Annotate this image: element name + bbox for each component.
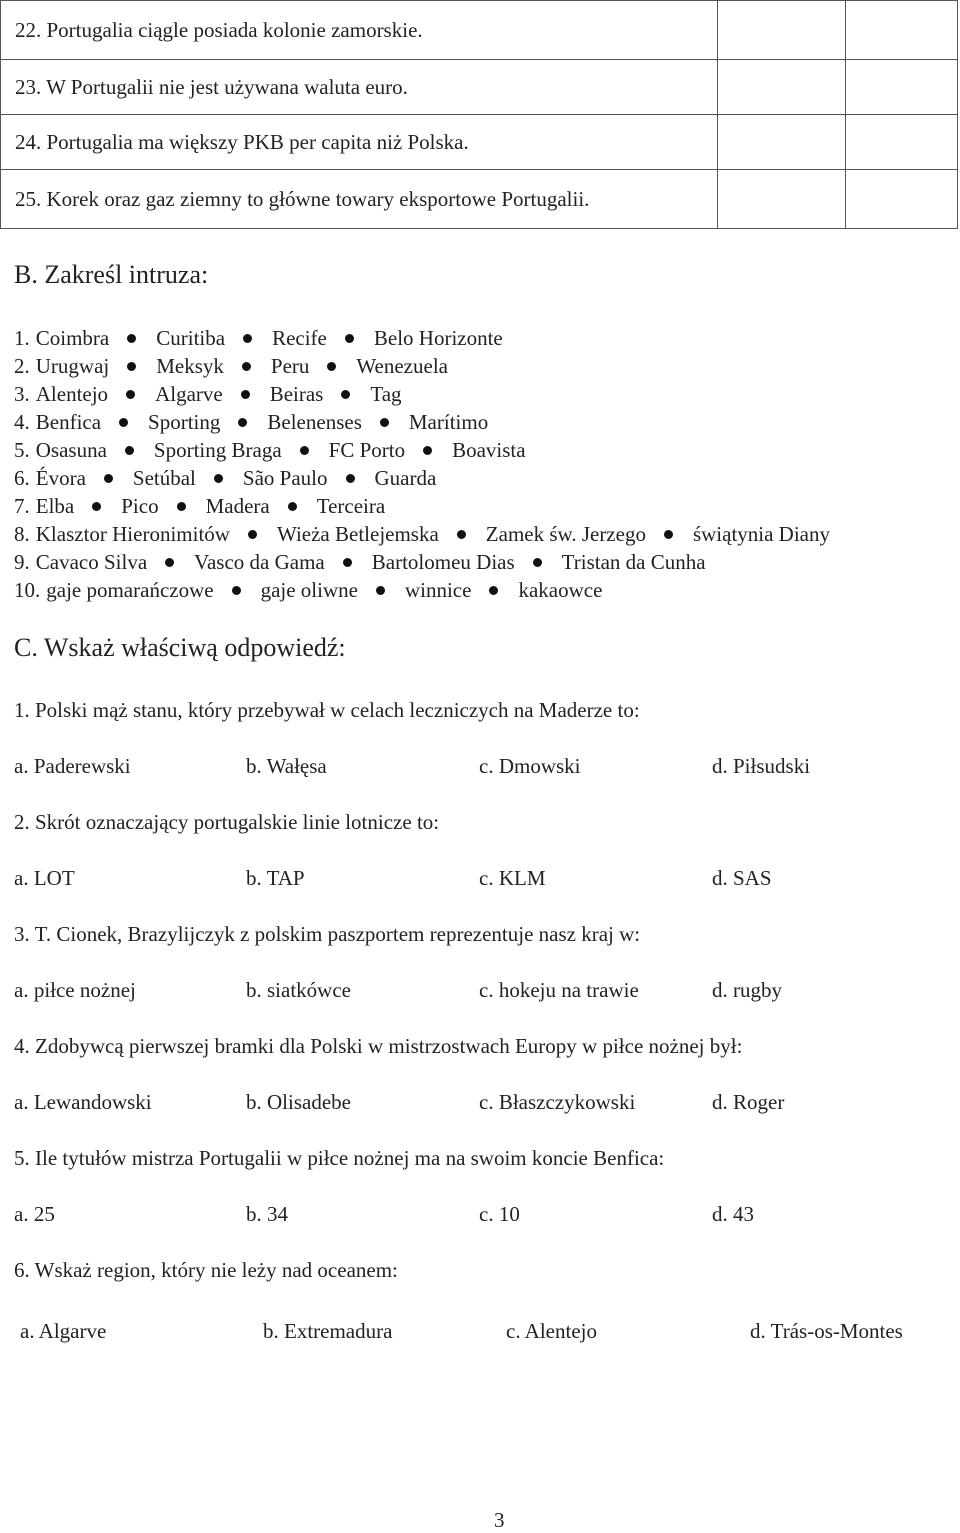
intruz-option[interactable]: Terceira — [316, 493, 386, 518]
intruz-row — [14, 352, 448, 380]
bullet-icon — [380, 418, 389, 427]
table-row — [1, 1, 958, 60]
intruz-option[interactable]: Coimbra — [35, 325, 110, 350]
answer-option[interactable]: b. siatkówce — [246, 978, 351, 1002]
bullet-icon — [232, 586, 241, 595]
bullet-icon — [489, 586, 498, 595]
bullet-icon — [92, 502, 101, 511]
true-false-table — [0, 0, 958, 229]
answer-option[interactable]: b. 34 — [246, 1202, 288, 1226]
intruz-option[interactable]: Zamek św. Jerzego — [485, 521, 646, 546]
answer-option[interactable]: a. Algarve — [20, 1319, 107, 1343]
statement-cell: 22. Portugalia ciągle posiada kolonie zamorskie. — [1, 1, 718, 60]
question-text: 1. Polski mąż stanu, który przebywał w celach leczniczych na Maderze to: — [14, 698, 640, 722]
answer-false-cell[interactable] — [845, 1, 957, 60]
intruz-option[interactable]: winnice — [404, 577, 472, 602]
bullet-icon — [119, 418, 128, 427]
answer-true-cell[interactable] — [718, 115, 845, 170]
answer-true-cell[interactable] — [718, 60, 845, 115]
answer-option[interactable]: a. 25 — [14, 1202, 55, 1226]
answer-option[interactable]: a. Paderewski — [14, 754, 131, 778]
intruz-row — [14, 436, 526, 464]
bullet-icon — [243, 334, 252, 343]
bullet-icon — [127, 362, 136, 371]
section-c-title: C. Wskaż właściwą odpowiedź: — [14, 633, 346, 662]
bullet-icon — [104, 474, 113, 483]
question-text: 3. T. Cionek, Brazylijczyk z polskim paszportem reprezentuje nasz kraj w: — [14, 922, 641, 946]
intruz-option[interactable]: Osasuna — [35, 437, 107, 462]
intruz-option[interactable]: Tag — [370, 381, 402, 406]
intruz-option[interactable]: kakaowce — [518, 577, 603, 602]
intruz-row — [14, 520, 830, 548]
intruz-option[interactable]: Setúbal — [132, 465, 196, 490]
answer-option[interactable]: b. TAP — [246, 866, 305, 890]
intruz-option[interactable]: Alentejo — [35, 381, 109, 406]
intruz-row — [14, 408, 488, 436]
intruz-row — [14, 548, 706, 576]
section-b-title: B. Zakreśl intruza: — [14, 260, 209, 289]
question-text: 4. Zdobywcą pierwszej bramki dla Polski w mistrzostwach Europy w piłce nożnej był: — [14, 1034, 743, 1058]
answer-true-cell[interactable] — [718, 170, 845, 229]
row-number: 3. — [14, 381, 30, 406]
intruz-row — [14, 464, 436, 492]
intruz-option[interactable]: Algarve — [155, 381, 223, 406]
intruz-option[interactable]: Curitiba — [156, 325, 226, 350]
answer-option[interactable]: c. 10 — [479, 1202, 520, 1226]
answer-false-cell[interactable] — [845, 170, 957, 229]
intruz-option[interactable]: Klasztor Hieronimitów — [35, 521, 230, 546]
intruz-option[interactable]: Urugwaj — [35, 353, 110, 378]
intruz-option[interactable]: Beiras — [269, 381, 324, 406]
row-number: 4. — [14, 409, 30, 434]
intruz-option[interactable]: Cavaco Silva — [35, 549, 148, 574]
statement-cell: 24. Portugalia ma większy PKB per capita niż Polska. — [1, 115, 718, 170]
table-row — [1, 170, 958, 229]
intruz-option[interactable]: Bartolomeu Dias — [371, 549, 515, 574]
answer-option[interactable]: c. Alentejo — [506, 1319, 597, 1343]
row-number: 9. — [14, 549, 30, 574]
answer-false-cell[interactable] — [845, 60, 957, 115]
intruz-row — [14, 380, 402, 408]
bullet-icon — [346, 474, 355, 483]
bullet-icon — [125, 446, 134, 455]
answer-option[interactable]: c. hokeju na trawie — [479, 978, 639, 1002]
intruz-option[interactable]: Boavista — [452, 437, 526, 462]
intruz-option[interactable]: gaje oliwne — [260, 577, 358, 602]
intruz-option[interactable]: Belenenses — [267, 409, 362, 434]
intruz-option[interactable]: Vasco da Gama — [194, 549, 325, 574]
row-number: 8. — [14, 521, 30, 546]
intruz-option[interactable]: Elba — [35, 493, 75, 518]
intruz-option[interactable]: Benfica — [35, 409, 102, 434]
question-text: 6. Wskaż region, który nie leży nad oceanem: — [14, 1258, 398, 1282]
intruz-option[interactable]: São Paulo — [242, 465, 328, 490]
bullet-icon — [241, 390, 250, 399]
intruz-option[interactable]: Belo Horizonte — [373, 325, 503, 350]
bullet-icon — [214, 474, 223, 483]
intruz-row — [14, 324, 503, 352]
bullet-icon — [423, 446, 432, 455]
intruz-option[interactable]: Tristan da Cunha — [561, 549, 706, 574]
intruz-option[interactable]: Recife — [272, 325, 327, 350]
answer-option[interactable]: a. Lewandowski — [14, 1090, 152, 1114]
bullet-icon — [664, 530, 673, 539]
intruz-row — [14, 576, 602, 604]
table-row — [1, 115, 958, 170]
bullet-icon — [341, 390, 350, 399]
row-number: 1. — [14, 325, 30, 350]
answer-option[interactable]: c. Dmowski — [479, 754, 581, 778]
answer-option[interactable]: b. Extremadura — [263, 1319, 393, 1343]
bullet-icon — [127, 334, 136, 343]
answer-option[interactable]: d. Roger — [712, 1090, 785, 1114]
row-number: 6. — [14, 465, 30, 490]
statement-cell: 25. Korek oraz gaz ziemny to główne towary eksportowe Portugalii. — [1, 170, 718, 229]
bullet-icon — [300, 446, 309, 455]
answer-option[interactable]: a. piłce nożnej — [14, 978, 136, 1002]
intruz-option[interactable]: Marítimo — [408, 409, 489, 434]
table-row — [1, 60, 958, 115]
answer-option[interactable]: b. Wałęsa — [246, 754, 327, 778]
bullet-icon — [327, 362, 336, 371]
intruz-option[interactable]: Madera — [205, 493, 270, 518]
intruz-option[interactable]: świątynia Diany — [692, 521, 831, 546]
intruz-row — [14, 492, 385, 520]
intruz-option[interactable]: FC Porto — [328, 437, 406, 462]
answer-false-cell[interactable] — [845, 115, 957, 170]
question-text: 2. Skrót oznaczający portugalskie linie lotnicze to: — [14, 810, 440, 834]
answer-option[interactable]: b. Olisadebe — [246, 1090, 351, 1114]
row-number: 5. — [14, 437, 30, 462]
row-number: 10. — [14, 577, 41, 602]
answer-option[interactable]: d. Trás-os-Montes — [750, 1319, 903, 1343]
bullet-icon — [238, 418, 247, 427]
intruz-option[interactable]: Peru — [270, 353, 310, 378]
bullet-icon — [533, 558, 542, 567]
intruz-option[interactable]: Sporting Braga — [153, 437, 282, 462]
page-number: 3 — [494, 1508, 505, 1532]
bullet-icon — [343, 558, 352, 567]
answer-option[interactable]: d. rugby — [712, 978, 782, 1002]
bullet-icon — [345, 334, 354, 343]
row-number: 7. — [14, 493, 30, 518]
bullet-icon — [126, 390, 135, 399]
bullet-icon — [248, 530, 257, 539]
intruz-option[interactable]: Wieża Betlejemska — [276, 521, 439, 546]
bullet-icon — [457, 530, 466, 539]
intruz-option[interactable]: Évora — [35, 465, 86, 490]
bullet-icon — [376, 586, 385, 595]
bullet-icon — [288, 502, 297, 511]
intruz-option[interactable]: gaje pomarańczowe — [46, 577, 214, 602]
answer-option[interactable]: c. KLM — [479, 866, 546, 890]
answer-option[interactable]: a. LOT — [14, 866, 75, 890]
intruz-option[interactable]: Meksyk — [156, 353, 224, 378]
bullet-icon — [242, 362, 251, 371]
statement-cell: 23. W Portugalii nie jest używana waluta euro. — [1, 60, 718, 115]
intruz-option[interactable]: Guarda — [374, 465, 437, 490]
answer-option[interactable]: d. 43 — [712, 1202, 754, 1226]
intruz-option[interactable]: Pico — [121, 493, 159, 518]
answer-option[interactable]: d. SAS — [712, 866, 772, 890]
intruz-option[interactable]: Sporting — [148, 409, 221, 434]
bullet-icon — [177, 502, 186, 511]
row-number: 2. — [14, 353, 30, 378]
answer-true-cell[interactable] — [718, 1, 845, 60]
bullet-icon — [165, 558, 174, 567]
question-text: 5. Ile tytułów mistrza Portugalii w piłce nożnej ma na swoim koncie Benfica: — [14, 1146, 665, 1170]
answer-option[interactable]: d. Piłsudski — [712, 754, 811, 778]
answer-option[interactable]: c. Błaszczykowski — [479, 1090, 636, 1114]
intruz-option[interactable]: Wenezuela — [356, 353, 448, 378]
